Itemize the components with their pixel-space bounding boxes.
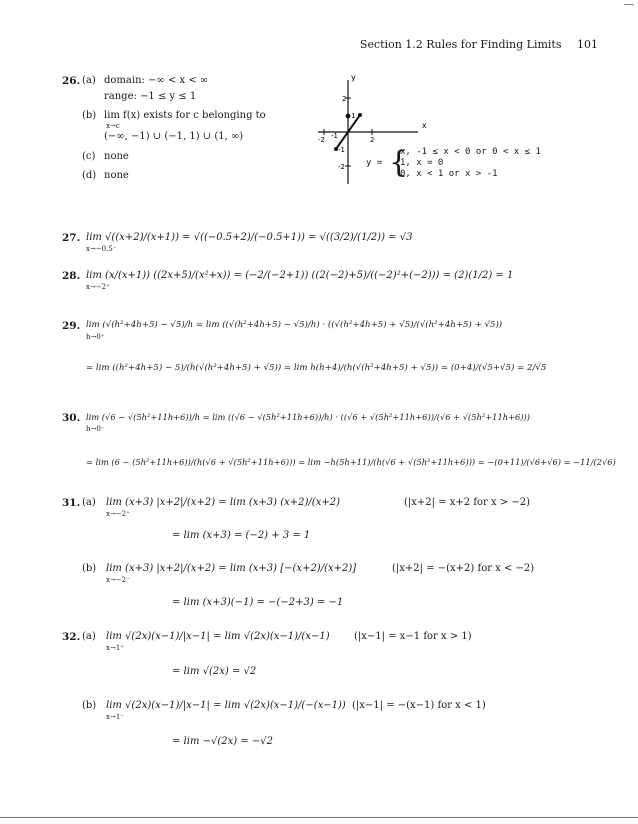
p26-c-answer: none xyxy=(104,151,129,162)
p29-line-1: lim (√(h²+4h+5) − √5)/h = lim ((√(h²+4h+5) − √5)/h) · ((√(h²+4h+5) + √5)/(√(h²+4h+5) + √5)) xyxy=(86,320,503,330)
p26-b-label: (b) xyxy=(82,110,97,121)
problem-29-number: 29. xyxy=(62,320,81,332)
graph-tick-label-ym1: -1 xyxy=(338,146,345,154)
p32-a-label: (a) xyxy=(82,631,96,642)
p30-line-2: = lim (6 − (5h²+11h+6))/(h(√6 + √(5h²+11h+6))) = lim −h(5h+11)/(h(√6 + √(5h²+11h+6))) = −(0+11)/(√6+√6) = −11/(2√6) xyxy=(86,457,616,467)
p29-line-2: = lim ((h²+4h+5) − 5)/(h(√(h²+4h+5) + √5)) = lim h(h+4)/(h(√(h²+4h+5) + √5)) = (0+4)/(√5+√5) = 2/√5 xyxy=(86,363,547,373)
p26-a-label: (a) xyxy=(82,75,96,86)
piecewise-lhs: y = xyxy=(366,158,383,168)
p30-line-1: lim (√6 − √(5h²+11h+6))/h = lim ((√6 − √(5h²+11h+6))/h) · ((√6 + √(5h²+11h+6))/(√6 + √(5h²+11h+6))) xyxy=(86,412,531,422)
p31-b-limit-sub: x→−2⁻ xyxy=(106,576,130,584)
graph-tick-label-xm2: -2 xyxy=(318,136,325,144)
p26-domain: domain: −∞ < x < ∞ xyxy=(104,75,209,86)
p26-range: range: −1 ≤ y ≤ 1 xyxy=(104,91,197,102)
graph-y-label: y xyxy=(351,73,356,82)
p32-a-equation: lim √(2x)(x−1)/|x−1| = lim √(2x)(x−1)/(x−1) xyxy=(106,631,330,642)
p32-b-label: (b) xyxy=(82,700,97,711)
p28-equation: lim (x/(x+1)) ((2x+5)/(x²+x)) = (−2/(−2+1)) ((2(−2)+5)/((−2)²+(−2))) = (2)(1/2) = 1 xyxy=(86,270,514,281)
p31-b-result: = lim (x+3)(−1) = −(−2+3) = −1 xyxy=(172,597,344,608)
section-title: Section 1.2 Rules for Finding Limits xyxy=(359,38,562,51)
p32-a-limit-sub: x→1⁺ xyxy=(106,644,124,652)
p26-b-limit-sub: x→c xyxy=(106,122,120,130)
p28-limit-sub: x→−2⁺ xyxy=(86,283,110,291)
p26-c-label: (c) xyxy=(82,151,96,162)
p26-d-label: (d) xyxy=(82,170,97,181)
p31-a-limit-sub: x→−2⁺ xyxy=(106,510,130,518)
p29-limit-sub: h→0⁺ xyxy=(86,333,105,341)
page-bottom-rule xyxy=(0,817,638,818)
p26-b-text: lim f(x) exists for c belonging to xyxy=(104,110,266,121)
p30-limit-sub: h→0⁻ xyxy=(86,425,105,433)
p31-a-equation: lim (x+3) |x+2|/(x+2) = lim (x+3) (x+2)/(x+2) xyxy=(106,497,340,508)
p31-b-equation: lim (x+3) |x+2|/(x+2) = lim (x+3) [−(x+2)/(x+2)] xyxy=(106,563,357,574)
graph-tick-label-xm1: -1 xyxy=(331,132,338,140)
problem-31-number: 31. xyxy=(62,497,81,509)
p31-a-result: = lim (x+3) = (−2) + 3 = 1 xyxy=(172,530,311,541)
p31-b-label: (b) xyxy=(82,563,97,574)
graph-tick-label-y1: 1 xyxy=(351,112,356,120)
p27-limit-sub: x→−0.5⁻ xyxy=(86,245,117,253)
piecewise-case-3: 0, x < 1 or x > -1 xyxy=(400,169,498,179)
problem-26-number: 26. xyxy=(62,75,81,87)
graph-tick-label-y2: 2 xyxy=(342,95,347,103)
p26-b-intervals: (−∞, −1) ∪ (−1, 1) ∪ (1, ∞) xyxy=(104,131,244,142)
problem-28-number: 28. xyxy=(62,270,81,282)
corner-mark xyxy=(624,4,634,5)
piecewise-case-2: 1, x = 0 xyxy=(400,158,444,168)
p31-a-label: (a) xyxy=(82,497,96,508)
p32-b-equation: lim √(2x)(x−1)/|x−1| = lim √(2x)(x−1)/(−(x−1)) xyxy=(106,700,346,711)
page-number: 101 xyxy=(577,38,598,51)
graph-endpoint-right xyxy=(358,113,362,117)
problem-32-number: 32. xyxy=(62,631,81,643)
p32-a-result: = lim √(2x) = √2 xyxy=(172,666,257,677)
problem-30-number: 30. xyxy=(62,412,81,424)
p31-b-note: (|x+2| = −(x+2) for x < −2) xyxy=(392,563,535,574)
problem-27-number: 27. xyxy=(62,232,81,244)
p32-b-note: (|x−1| = −(x−1) for x < 1) xyxy=(352,700,486,711)
p31-a-note: (|x+2| = x+2 for x > −2) xyxy=(404,497,531,508)
p32-b-limit-sub: x→1⁻ xyxy=(106,713,124,721)
piecewise-case-1: x, -1 ≤ x < 0 or 0 < x ≤ 1 xyxy=(400,147,541,157)
p32-a-note: (|x−1| = x−1 for x > 1) xyxy=(354,631,472,642)
graph-tick-label-x2: 2 xyxy=(370,136,375,144)
graph-x-label: x xyxy=(422,121,427,130)
p27-equation: lim √((x+2)/(x+1)) = √((−0.5+2)/(−0.5+1)) = √((3/2)/(1/2)) = √3 xyxy=(86,232,413,243)
p26-d-answer: none xyxy=(104,170,129,181)
piecewise-brace: { xyxy=(389,145,409,180)
page-header xyxy=(360,38,598,51)
graph-tick-label-ym2: -2 xyxy=(338,163,345,171)
graph-point xyxy=(346,114,351,119)
p32-b-result: = lim −√(2x) = −√2 xyxy=(172,736,274,747)
